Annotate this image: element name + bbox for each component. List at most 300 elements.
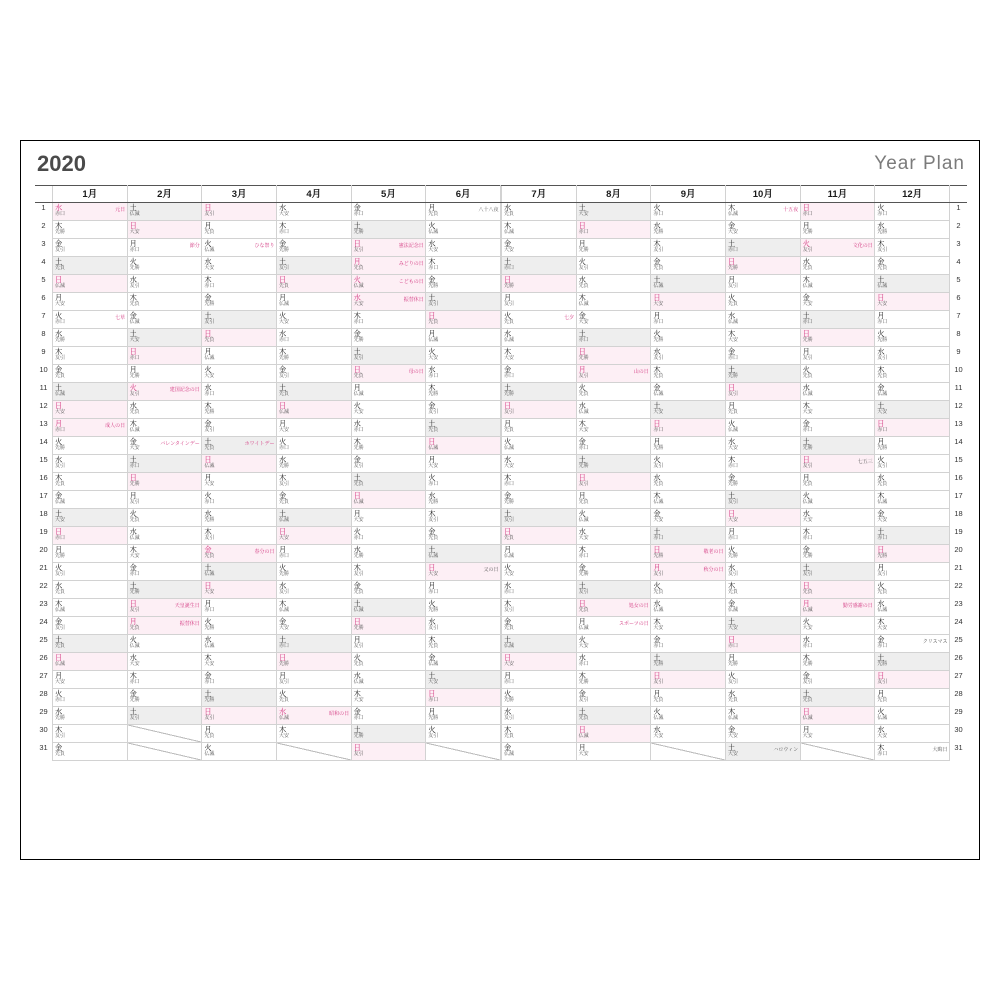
calendar-day-cell[interactable] — [53, 491, 128, 509]
calendar-day-cell[interactable] — [276, 545, 351, 563]
calendar-day-cell[interactable] — [127, 365, 202, 383]
calendar-day-cell[interactable] — [53, 527, 128, 545]
calendar-day-cell[interactable] — [651, 257, 726, 275]
calendar-day-cell[interactable] — [576, 491, 651, 509]
calendar-day-cell[interactable] — [875, 437, 950, 455]
calendar-day-cell[interactable] — [426, 491, 501, 509]
calendar-day-cell[interactable] — [426, 293, 501, 311]
calendar-day-cell[interactable] — [426, 653, 501, 671]
calendar-day-cell[interactable] — [351, 545, 426, 563]
calendar-day-cell[interactable] — [276, 707, 351, 725]
calendar-day-cell[interactable] — [800, 671, 875, 689]
calendar-day-cell[interactable] — [725, 257, 800, 275]
calendar-day-cell[interactable] — [651, 473, 726, 491]
calendar-day-cell[interactable] — [725, 455, 800, 473]
calendar-day-cell[interactable] — [800, 689, 875, 707]
calendar-day-cell[interactable] — [502, 671, 577, 689]
calendar-day-cell[interactable] — [426, 689, 501, 707]
calendar-day-cell[interactable] — [502, 275, 577, 293]
calendar-day-cell[interactable] — [127, 617, 202, 635]
calendar-day-cell[interactable] — [202, 653, 277, 671]
calendar-day-cell[interactable] — [202, 689, 277, 707]
calendar-day-cell[interactable] — [725, 563, 800, 581]
calendar-day-cell[interactable] — [202, 239, 277, 257]
calendar-day-cell[interactable] — [651, 419, 726, 437]
calendar-day-cell[interactable] — [875, 635, 950, 653]
calendar-day-cell[interactable] — [351, 455, 426, 473]
calendar-day-cell[interactable] — [725, 581, 800, 599]
calendar-day-cell[interactable] — [502, 437, 577, 455]
calendar-day-cell[interactable] — [502, 347, 577, 365]
calendar-day-cell[interactable] — [351, 653, 426, 671]
calendar-day-cell[interactable] — [725, 293, 800, 311]
calendar-day-cell[interactable] — [725, 329, 800, 347]
calendar-day-cell[interactable] — [276, 203, 351, 221]
calendar-day-cell[interactable] — [875, 599, 950, 617]
calendar-day-cell[interactable] — [502, 743, 577, 761]
calendar-day-cell[interactable] — [651, 671, 726, 689]
calendar-day-cell[interactable] — [127, 563, 202, 581]
calendar-day-cell[interactable] — [875, 707, 950, 725]
calendar-day-cell[interactable] — [351, 509, 426, 527]
calendar-day-cell[interactable] — [576, 725, 651, 743]
calendar-day-cell[interactable] — [426, 743, 501, 761]
calendar-day-cell[interactable] — [127, 527, 202, 545]
calendar-day-cell[interactable] — [800, 473, 875, 491]
calendar-day-cell[interactable] — [351, 293, 426, 311]
calendar-day-cell[interactable] — [53, 617, 128, 635]
calendar-day-cell[interactable] — [351, 689, 426, 707]
calendar-day-cell[interactable] — [53, 293, 128, 311]
calendar-day-cell[interactable] — [725, 617, 800, 635]
calendar-day-cell[interactable] — [725, 527, 800, 545]
calendar-day-cell[interactable] — [502, 221, 577, 239]
calendar-day-cell[interactable] — [127, 383, 202, 401]
calendar-day-cell[interactable] — [426, 347, 501, 365]
calendar-day-cell[interactable] — [576, 419, 651, 437]
calendar-day-cell[interactable] — [502, 365, 577, 383]
calendar-day-cell[interactable] — [127, 545, 202, 563]
calendar-day-cell[interactable] — [202, 437, 277, 455]
calendar-day-cell[interactable] — [875, 527, 950, 545]
calendar-day-cell[interactable] — [202, 617, 277, 635]
calendar-day-cell[interactable] — [800, 437, 875, 455]
calendar-table-first-half[interactable] — [35, 185, 501, 761]
calendar-day-cell[interactable] — [576, 707, 651, 725]
calendar-day-cell[interactable] — [351, 563, 426, 581]
calendar-day-cell[interactable] — [202, 257, 277, 275]
calendar-day-cell[interactable] — [202, 743, 277, 761]
calendar-day-cell[interactable] — [53, 455, 128, 473]
calendar-day-cell[interactable] — [800, 329, 875, 347]
calendar-day-cell[interactable] — [651, 311, 726, 329]
calendar-day-cell[interactable] — [576, 275, 651, 293]
calendar-day-cell[interactable] — [53, 221, 128, 239]
calendar-day-cell[interactable] — [202, 203, 277, 221]
calendar-day-cell[interactable] — [651, 275, 726, 293]
calendar-day-cell[interactable] — [426, 419, 501, 437]
calendar-day-cell[interactable] — [800, 509, 875, 527]
calendar-day-cell[interactable] — [426, 311, 501, 329]
calendar-day-cell[interactable] — [202, 221, 277, 239]
calendar-day-cell[interactable] — [502, 455, 577, 473]
calendar-day-cell[interactable] — [351, 725, 426, 743]
calendar-day-cell[interactable] — [127, 329, 202, 347]
calendar-day-cell[interactable] — [53, 257, 128, 275]
calendar-day-cell[interactable] — [875, 257, 950, 275]
calendar-day-cell[interactable] — [426, 365, 501, 383]
calendar-day-cell[interactable] — [426, 239, 501, 257]
calendar-day-cell[interactable] — [53, 329, 128, 347]
calendar-day-cell[interactable] — [875, 653, 950, 671]
calendar-day-cell[interactable] — [576, 383, 651, 401]
calendar-day-cell[interactable] — [53, 473, 128, 491]
calendar-day-cell[interactable] — [725, 203, 800, 221]
calendar-day-cell[interactable] — [502, 257, 577, 275]
calendar-day-cell[interactable] — [202, 599, 277, 617]
calendar-day-cell[interactable] — [276, 635, 351, 653]
calendar-day-cell[interactable] — [875, 383, 950, 401]
calendar-day-cell[interactable] — [127, 203, 202, 221]
calendar-day-cell[interactable] — [651, 545, 726, 563]
calendar-day-cell[interactable] — [426, 545, 501, 563]
calendar-day-cell[interactable] — [127, 293, 202, 311]
calendar-day-cell[interactable] — [276, 293, 351, 311]
calendar-day-cell[interactable] — [426, 599, 501, 617]
calendar-day-cell[interactable] — [651, 437, 726, 455]
calendar-day-cell[interactable] — [202, 545, 277, 563]
calendar-day-cell[interactable] — [276, 581, 351, 599]
calendar-day-cell[interactable] — [576, 671, 651, 689]
calendar-day-cell[interactable] — [576, 563, 651, 581]
calendar-day-cell[interactable] — [800, 491, 875, 509]
calendar-day-cell[interactable] — [202, 509, 277, 527]
calendar-day-cell[interactable] — [651, 563, 726, 581]
calendar-day-cell[interactable] — [725, 509, 800, 527]
calendar-table-second-half[interactable] — [501, 185, 967, 761]
calendar-day-cell[interactable] — [502, 545, 577, 563]
calendar-day-cell[interactable] — [276, 239, 351, 257]
calendar-day-cell[interactable] — [502, 293, 577, 311]
calendar-day-cell[interactable] — [276, 563, 351, 581]
calendar-day-cell[interactable] — [276, 365, 351, 383]
calendar-day-cell[interactable] — [127, 401, 202, 419]
calendar-day-cell[interactable] — [576, 329, 651, 347]
calendar-day-cell[interactable] — [576, 293, 651, 311]
calendar-day-cell[interactable] — [875, 347, 950, 365]
calendar-day-cell[interactable] — [127, 491, 202, 509]
calendar-day-cell[interactable] — [127, 419, 202, 437]
calendar-day-cell[interactable] — [875, 725, 950, 743]
calendar-day-cell[interactable] — [426, 329, 501, 347]
calendar-day-cell[interactable] — [53, 275, 128, 293]
calendar-day-cell[interactable] — [800, 563, 875, 581]
calendar-day-cell[interactable] — [875, 419, 950, 437]
calendar-day-cell[interactable] — [53, 581, 128, 599]
calendar-day-cell[interactable] — [576, 599, 651, 617]
calendar-day-cell[interactable] — [276, 221, 351, 239]
calendar-day-cell[interactable] — [276, 725, 351, 743]
calendar-day-cell[interactable] — [351, 617, 426, 635]
calendar-day-cell[interactable] — [502, 599, 577, 617]
calendar-day-cell[interactable] — [725, 473, 800, 491]
calendar-day-cell[interactable] — [651, 743, 726, 761]
calendar-day-cell[interactable] — [351, 347, 426, 365]
calendar-day-cell[interactable] — [875, 689, 950, 707]
calendar-day-cell[interactable] — [502, 329, 577, 347]
calendar-day-cell[interactable] — [351, 383, 426, 401]
calendar-day-cell[interactable] — [53, 365, 128, 383]
calendar-day-cell[interactable] — [351, 311, 426, 329]
calendar-day-cell[interactable] — [127, 473, 202, 491]
calendar-day-cell[interactable] — [875, 401, 950, 419]
calendar-day-cell[interactable] — [276, 311, 351, 329]
calendar-day-cell[interactable] — [576, 239, 651, 257]
calendar-day-cell[interactable] — [875, 293, 950, 311]
calendar-day-cell[interactable] — [202, 365, 277, 383]
calendar-day-cell[interactable] — [576, 347, 651, 365]
calendar-day-cell[interactable] — [725, 599, 800, 617]
calendar-day-cell[interactable] — [800, 203, 875, 221]
calendar-day-cell[interactable] — [426, 401, 501, 419]
calendar-day-cell[interactable] — [502, 203, 577, 221]
calendar-day-cell[interactable] — [651, 581, 726, 599]
calendar-day-cell[interactable] — [127, 311, 202, 329]
calendar-day-cell[interactable] — [276, 275, 351, 293]
calendar-day-cell[interactable] — [800, 311, 875, 329]
calendar-day-cell[interactable] — [875, 743, 950, 761]
calendar-day-cell[interactable] — [276, 689, 351, 707]
calendar-day-cell[interactable] — [351, 203, 426, 221]
calendar-day-cell[interactable] — [202, 671, 277, 689]
calendar-day-cell[interactable] — [426, 581, 501, 599]
calendar-day-cell[interactable] — [426, 275, 501, 293]
calendar-day-cell[interactable] — [502, 563, 577, 581]
calendar-day-cell[interactable] — [725, 653, 800, 671]
calendar-day-cell[interactable] — [127, 437, 202, 455]
calendar-day-cell[interactable] — [127, 599, 202, 617]
calendar-day-cell[interactable] — [426, 383, 501, 401]
calendar-day-cell[interactable] — [127, 509, 202, 527]
calendar-day-cell[interactable] — [651, 383, 726, 401]
calendar-day-cell[interactable] — [276, 257, 351, 275]
calendar-day-cell[interactable] — [651, 221, 726, 239]
calendar-day-cell[interactable] — [800, 275, 875, 293]
calendar-day-cell[interactable] — [276, 671, 351, 689]
calendar-day-cell[interactable] — [651, 599, 726, 617]
calendar-day-cell[interactable] — [800, 653, 875, 671]
calendar-day-cell[interactable] — [202, 635, 277, 653]
calendar-day-cell[interactable] — [351, 419, 426, 437]
calendar-day-cell[interactable] — [127, 743, 202, 761]
calendar-day-cell[interactable] — [800, 401, 875, 419]
calendar-day-cell[interactable] — [53, 671, 128, 689]
calendar-day-cell[interactable] — [426, 455, 501, 473]
calendar-day-cell[interactable] — [800, 527, 875, 545]
calendar-day-cell[interactable] — [800, 581, 875, 599]
calendar-day-cell[interactable] — [651, 617, 726, 635]
calendar-day-cell[interactable] — [576, 401, 651, 419]
calendar-day-cell[interactable] — [800, 221, 875, 239]
calendar-day-cell[interactable] — [127, 581, 202, 599]
calendar-day-cell[interactable] — [351, 527, 426, 545]
calendar-day-cell[interactable] — [576, 365, 651, 383]
calendar-day-cell[interactable] — [800, 725, 875, 743]
calendar-day-cell[interactable] — [800, 635, 875, 653]
calendar-day-cell[interactable] — [53, 635, 128, 653]
calendar-day-cell[interactable] — [875, 203, 950, 221]
calendar-day-cell[interactable] — [276, 527, 351, 545]
calendar-day-cell[interactable] — [651, 689, 726, 707]
calendar-day-cell[interactable] — [502, 653, 577, 671]
calendar-day-cell[interactable] — [351, 401, 426, 419]
calendar-day-cell[interactable] — [725, 635, 800, 653]
calendar-day-cell[interactable] — [53, 563, 128, 581]
calendar-day-cell[interactable] — [53, 311, 128, 329]
calendar-day-cell[interactable] — [351, 491, 426, 509]
calendar-day-cell[interactable] — [800, 545, 875, 563]
calendar-day-cell[interactable] — [202, 401, 277, 419]
calendar-day-cell[interactable] — [276, 617, 351, 635]
calendar-day-cell[interactable] — [127, 689, 202, 707]
calendar-day-cell[interactable] — [53, 383, 128, 401]
calendar-day-cell[interactable] — [351, 635, 426, 653]
calendar-day-cell[interactable] — [426, 635, 501, 653]
calendar-day-cell[interactable] — [502, 509, 577, 527]
calendar-day-cell[interactable] — [651, 293, 726, 311]
calendar-day-cell[interactable] — [127, 239, 202, 257]
calendar-day-cell[interactable] — [53, 239, 128, 257]
calendar-day-cell[interactable] — [875, 221, 950, 239]
calendar-day-cell[interactable] — [426, 707, 501, 725]
calendar-day-cell[interactable] — [651, 509, 726, 527]
calendar-day-cell[interactable] — [725, 671, 800, 689]
calendar-day-cell[interactable] — [276, 653, 351, 671]
calendar-day-cell[interactable] — [651, 239, 726, 257]
calendar-day-cell[interactable] — [202, 707, 277, 725]
calendar-day-cell[interactable] — [502, 383, 577, 401]
calendar-day-cell[interactable] — [202, 527, 277, 545]
calendar-day-cell[interactable] — [351, 473, 426, 491]
calendar-day-cell[interactable] — [53, 437, 128, 455]
calendar-day-cell[interactable] — [202, 455, 277, 473]
calendar-day-cell[interactable] — [875, 509, 950, 527]
calendar-day-cell[interactable] — [576, 437, 651, 455]
calendar-day-cell[interactable] — [725, 689, 800, 707]
calendar-day-cell[interactable] — [800, 617, 875, 635]
calendar-day-cell[interactable] — [426, 527, 501, 545]
calendar-day-cell[interactable] — [800, 743, 875, 761]
calendar-day-cell[interactable] — [576, 257, 651, 275]
calendar-day-cell[interactable] — [725, 419, 800, 437]
calendar-day-cell[interactable] — [651, 491, 726, 509]
calendar-day-cell[interactable] — [875, 473, 950, 491]
calendar-day-cell[interactable] — [202, 491, 277, 509]
calendar-day-cell[interactable] — [725, 347, 800, 365]
calendar-day-cell[interactable] — [502, 725, 577, 743]
calendar-day-cell[interactable] — [127, 275, 202, 293]
calendar-day-cell[interactable] — [53, 743, 128, 761]
calendar-day-cell[interactable] — [351, 437, 426, 455]
calendar-day-cell[interactable] — [202, 329, 277, 347]
calendar-day-cell[interactable] — [351, 671, 426, 689]
calendar-day-cell[interactable] — [53, 419, 128, 437]
calendar-day-cell[interactable] — [502, 689, 577, 707]
calendar-day-cell[interactable] — [651, 401, 726, 419]
calendar-day-cell[interactable] — [576, 455, 651, 473]
calendar-day-cell[interactable] — [576, 311, 651, 329]
calendar-day-cell[interactable] — [651, 365, 726, 383]
calendar-day-cell[interactable] — [651, 203, 726, 221]
calendar-day-cell[interactable] — [502, 707, 577, 725]
calendar-day-cell[interactable] — [127, 455, 202, 473]
calendar-day-cell[interactable] — [202, 725, 277, 743]
calendar-day-cell[interactable] — [276, 599, 351, 617]
calendar-day-cell[interactable] — [127, 221, 202, 239]
calendar-day-cell[interactable] — [875, 365, 950, 383]
calendar-day-cell[interactable] — [502, 635, 577, 653]
calendar-day-cell[interactable] — [800, 293, 875, 311]
calendar-day-cell[interactable] — [800, 383, 875, 401]
calendar-day-cell[interactable] — [202, 473, 277, 491]
calendar-day-cell[interactable] — [202, 293, 277, 311]
calendar-day-cell[interactable] — [426, 437, 501, 455]
calendar-day-cell[interactable] — [351, 599, 426, 617]
calendar-day-cell[interactable] — [725, 401, 800, 419]
calendar-day-cell[interactable] — [53, 599, 128, 617]
calendar-day-cell[interactable] — [202, 347, 277, 365]
calendar-day-cell[interactable] — [651, 707, 726, 725]
calendar-day-cell[interactable] — [53, 653, 128, 671]
calendar-day-cell[interactable] — [202, 419, 277, 437]
calendar-day-cell[interactable] — [651, 347, 726, 365]
calendar-day-cell[interactable] — [800, 455, 875, 473]
calendar-day-cell[interactable] — [875, 275, 950, 293]
calendar-day-cell[interactable] — [426, 725, 501, 743]
calendar-day-cell[interactable] — [875, 545, 950, 563]
calendar-day-cell[interactable] — [725, 383, 800, 401]
calendar-day-cell[interactable] — [875, 491, 950, 509]
calendar-day-cell[interactable] — [502, 311, 577, 329]
calendar-day-cell[interactable] — [800, 257, 875, 275]
calendar-day-cell[interactable] — [651, 455, 726, 473]
calendar-day-cell[interactable] — [725, 743, 800, 761]
calendar-day-cell[interactable] — [276, 401, 351, 419]
calendar-day-cell[interactable] — [651, 653, 726, 671]
calendar-day-cell[interactable] — [875, 581, 950, 599]
calendar-day-cell[interactable] — [351, 743, 426, 761]
calendar-day-cell[interactable] — [502, 491, 577, 509]
calendar-day-cell[interactable] — [426, 203, 501, 221]
calendar-day-cell[interactable] — [725, 725, 800, 743]
calendar-day-cell[interactable] — [127, 257, 202, 275]
calendar-day-cell[interactable] — [875, 311, 950, 329]
calendar-day-cell[interactable] — [426, 221, 501, 239]
calendar-day-cell[interactable] — [276, 743, 351, 761]
calendar-day-cell[interactable] — [800, 347, 875, 365]
calendar-day-cell[interactable] — [875, 455, 950, 473]
calendar-day-cell[interactable] — [875, 563, 950, 581]
calendar-day-cell[interactable] — [53, 689, 128, 707]
calendar-day-cell[interactable] — [276, 455, 351, 473]
calendar-day-cell[interactable] — [53, 347, 128, 365]
calendar-day-cell[interactable] — [127, 653, 202, 671]
calendar-day-cell[interactable] — [651, 527, 726, 545]
calendar-day-cell[interactable] — [725, 221, 800, 239]
calendar-day-cell[interactable] — [53, 725, 128, 743]
calendar-day-cell[interactable] — [502, 617, 577, 635]
calendar-day-cell[interactable] — [53, 545, 128, 563]
